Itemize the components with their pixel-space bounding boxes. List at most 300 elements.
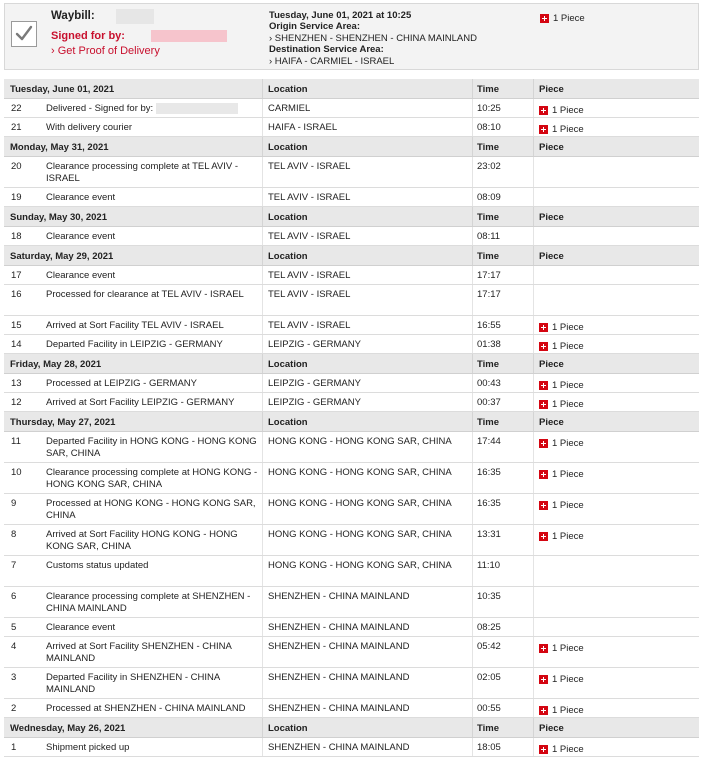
event-location: HONG KONG - HONG KONG SAR, CHINA <box>268 467 452 478</box>
column-divider <box>262 412 263 431</box>
column-divider <box>533 412 534 431</box>
column-divider <box>533 79 534 98</box>
plus-icon[interactable] <box>539 501 548 510</box>
event-location: SHENZHEN - CHINA MAINLAND <box>268 591 410 602</box>
column-divider <box>262 207 263 226</box>
column-divider <box>262 699 263 717</box>
event-piece[interactable] <box>539 341 584 353</box>
event-row <box>4 266 699 285</box>
event-piece-label: 1 Piece <box>552 105 584 116</box>
column-divider <box>472 266 473 284</box>
event-number: 16 <box>11 289 22 300</box>
plus-icon[interactable] <box>539 342 548 351</box>
delivered-checkbox <box>11 21 37 47</box>
event-location: HONG KONG - HONG KONG SAR, CHINA <box>268 436 452 447</box>
day-header-row <box>4 137 699 157</box>
column-divider <box>533 354 534 373</box>
day-header-row <box>4 246 699 266</box>
event-number: 6 <box>11 591 17 602</box>
event-row <box>4 316 699 335</box>
waybill-redacted <box>116 9 154 24</box>
proof-of-delivery-link[interactable]: › Get Proof of Delivery <box>51 45 160 57</box>
column-divider <box>262 637 263 667</box>
column-divider <box>472 246 473 265</box>
event-row <box>4 525 699 556</box>
event-piece[interactable] <box>539 744 584 756</box>
event-row <box>4 374 699 393</box>
signer-redacted <box>151 30 227 42</box>
event-description <box>46 122 262 134</box>
piece-column-header: Piece <box>539 142 564 153</box>
event-row <box>4 393 699 412</box>
event-row <box>4 285 699 316</box>
column-divider <box>262 266 263 284</box>
event-row <box>4 587 699 618</box>
event-description-text: Arrived at Sort Facility TEL AVIV - ISRAEL <box>46 320 224 331</box>
event-number: 13 <box>11 378 22 389</box>
event-piece-label: 1 Piece <box>552 500 584 511</box>
event-description <box>46 742 262 754</box>
event-piece[interactable] <box>539 674 584 686</box>
event-description <box>46 320 262 332</box>
column-divider <box>472 718 473 737</box>
event-description-text: Processed at LEIPZIG - GERMANY <box>46 378 197 389</box>
column-divider <box>472 374 473 392</box>
column-divider <box>262 118 263 136</box>
event-location: TEL AVIV - ISRAEL <box>268 289 351 300</box>
column-divider <box>262 157 263 187</box>
event-description-text: Arrived at Sort Facility LEIPZIG - GERMANY <box>46 397 235 408</box>
shipment-summary <box>4 3 699 70</box>
column-divider <box>533 463 534 493</box>
destination-value: › HAIFA - CARMIEL - ISRAEL <box>269 55 395 67</box>
column-divider <box>533 393 534 411</box>
event-time: 11:10 <box>477 560 501 571</box>
event-row <box>4 494 699 525</box>
event-description-text: Departed Facility in SHENZHEN - CHINA MAINLAND <box>46 672 220 695</box>
event-piece-label: 1 Piece <box>552 380 584 391</box>
event-row <box>4 738 699 757</box>
event-time: 17:17 <box>477 270 501 281</box>
event-piece-label: 1 Piece <box>552 531 584 542</box>
column-divider <box>472 137 473 156</box>
column-divider <box>262 525 263 555</box>
event-location: LEIPZIG - GERMANY <box>268 339 361 350</box>
column-divider <box>533 266 534 284</box>
plus-icon[interactable] <box>539 532 548 541</box>
event-time: 13:31 <box>477 529 501 540</box>
column-divider <box>533 699 534 717</box>
column-divider <box>472 335 473 353</box>
column-divider <box>262 738 263 756</box>
event-time: 16:35 <box>477 498 501 509</box>
event-description-text: Clearance event <box>46 231 116 242</box>
plus-icon[interactable] <box>539 106 548 115</box>
day-header-row <box>4 718 699 738</box>
column-divider <box>262 718 263 737</box>
column-divider <box>472 79 473 98</box>
event-description-text: Processed at SHENZHEN - CHINA MAINLAND <box>46 703 246 714</box>
event-piece[interactable] <box>539 531 584 543</box>
origin-label: Origin Service Area: <box>269 21 360 33</box>
event-row <box>4 618 699 637</box>
plus-icon[interactable] <box>540 14 549 23</box>
time-column-header: Time <box>477 212 500 223</box>
event-time: 10:35 <box>477 591 501 602</box>
day-header-row <box>4 79 699 99</box>
event-description-text: Clearance event <box>46 622 116 633</box>
event-piece-label: 1 Piece <box>552 341 584 352</box>
location-column-header: Location <box>268 212 308 223</box>
day-date: Sunday, May 30, 2021 <box>10 212 107 223</box>
column-divider <box>533 668 534 698</box>
piece-column-header: Piece <box>539 251 564 262</box>
event-location: LEIPZIG - GERMANY <box>268 378 361 389</box>
column-divider <box>472 118 473 136</box>
time-column-header: Time <box>477 417 500 428</box>
column-divider <box>472 668 473 698</box>
event-time: 17:44 <box>477 436 501 447</box>
event-number: 9 <box>11 498 17 509</box>
event-description-text: Arrived at Sort Facility SHENZHEN - CHINA MAINLAND <box>46 641 232 664</box>
event-row <box>4 668 699 699</box>
time-column-header: Time <box>477 84 500 95</box>
location-column-header: Location <box>268 723 308 734</box>
event-description-text: Departed Facility in LEIPZIG - GERMANY <box>46 339 223 350</box>
column-divider <box>262 246 263 265</box>
event-number: 12 <box>11 397 22 408</box>
event-location: HONG KONG - HONG KONG SAR, CHINA <box>268 498 452 509</box>
shipment-info <box>269 10 477 67</box>
column-divider <box>262 463 263 493</box>
event-row <box>4 157 699 188</box>
event-number: 14 <box>11 339 22 350</box>
time-column-header: Time <box>477 723 500 734</box>
event-description <box>46 378 262 390</box>
event-location: HONG KONG - HONG KONG SAR, CHINA <box>268 529 452 540</box>
column-divider <box>533 525 534 555</box>
column-divider <box>472 432 473 462</box>
event-description <box>46 270 262 282</box>
location-column-header: Location <box>268 251 308 262</box>
event-piece[interactable] <box>539 500 584 512</box>
event-time: 16:55 <box>477 320 501 331</box>
column-divider <box>533 227 534 245</box>
event-time: 02:05 <box>477 672 501 683</box>
column-divider <box>262 587 263 617</box>
event-location: CARMIEL <box>268 103 311 114</box>
event-description <box>46 231 262 243</box>
destination-label: Destination Service Area: <box>269 44 384 56</box>
column-divider <box>472 494 473 524</box>
event-description-text: Shipment picked up <box>46 742 130 753</box>
event-description <box>46 103 262 115</box>
event-description <box>46 289 262 301</box>
piece-column-header: Piece <box>539 212 564 223</box>
column-divider <box>472 188 473 206</box>
signer-redacted <box>156 103 238 114</box>
day-date: Saturday, May 29, 2021 <box>10 251 114 262</box>
event-number: 4 <box>11 641 17 652</box>
summary-piece-label: 1 Piece <box>553 13 585 24</box>
day-header-row <box>4 412 699 432</box>
event-description-text: Arrived at Sort Facility HONG KONG - HONG KONG SAR, CHINA <box>46 529 238 552</box>
column-divider <box>262 99 263 117</box>
event-number: 19 <box>11 192 22 203</box>
day-header-row <box>4 207 699 227</box>
event-time: 08:09 <box>477 192 501 203</box>
event-description-text: Processed for clearance at TEL AVIV - ISRAEL <box>46 289 244 300</box>
event-description <box>46 436 262 459</box>
plus-icon[interactable] <box>539 439 548 448</box>
event-location: LEIPZIG - GERMANY <box>268 397 361 408</box>
column-divider <box>533 246 534 265</box>
event-time: 00:55 <box>477 703 501 714</box>
event-description-text: Customs status updated <box>46 560 149 571</box>
event-number: 17 <box>11 270 22 281</box>
column-divider <box>262 354 263 373</box>
column-divider <box>533 738 534 756</box>
event-location: SHENZHEN - CHINA MAINLAND <box>268 742 410 753</box>
event-number: 3 <box>11 672 17 683</box>
event-number: 5 <box>11 622 17 633</box>
event-description-text: Clearance processing complete at SHENZHEN - CHINA MAINLAND <box>46 591 251 614</box>
column-divider <box>533 188 534 206</box>
event-piece[interactable] <box>539 105 584 117</box>
event-number: 18 <box>11 231 22 242</box>
column-divider <box>262 285 263 315</box>
plus-icon[interactable] <box>539 470 548 479</box>
event-piece-label: 1 Piece <box>552 399 584 410</box>
column-divider <box>533 207 534 226</box>
delivery-datetime: Tuesday, June 01, 2021 at 10:25 <box>269 10 412 21</box>
event-location: HONG KONG - HONG KONG SAR, CHINA <box>268 560 452 571</box>
event-description <box>46 397 262 409</box>
column-divider <box>262 668 263 698</box>
column-divider <box>533 137 534 156</box>
event-location: SHENZHEN - CHINA MAINLAND <box>268 641 410 652</box>
plus-icon[interactable] <box>539 706 548 715</box>
column-divider <box>262 556 263 586</box>
event-number: 2 <box>11 703 17 714</box>
plus-icon[interactable] <box>539 745 548 754</box>
event-row <box>4 637 699 668</box>
location-column-header: Location <box>268 84 308 95</box>
event-description-text: Departed Facility in HONG KONG - HONG KONG SAR, CHINA <box>46 436 257 459</box>
event-time: 00:43 <box>477 378 501 389</box>
waybill-label: Waybill: <box>51 10 95 22</box>
column-divider <box>472 738 473 756</box>
column-divider <box>472 556 473 586</box>
plus-icon[interactable] <box>539 323 548 332</box>
event-description <box>46 672 262 695</box>
event-time: 08:11 <box>477 231 501 242</box>
event-time: 01:38 <box>477 339 501 350</box>
plus-icon[interactable] <box>539 644 548 653</box>
event-piece[interactable] <box>539 399 584 411</box>
event-description <box>46 192 262 204</box>
origin-value: › SHENZHEN - SHENZHEN - CHINA MAINLAND <box>269 32 477 44</box>
event-location: TEL AVIV - ISRAEL <box>268 270 351 281</box>
column-divider <box>533 494 534 524</box>
event-description <box>46 498 262 521</box>
event-description <box>46 703 262 715</box>
summary-piece[interactable] <box>540 13 585 24</box>
column-divider <box>533 637 534 667</box>
column-divider <box>533 157 534 187</box>
column-divider <box>472 316 473 334</box>
column-divider <box>533 118 534 136</box>
piece-column-header: Piece <box>539 359 564 370</box>
day-date: Tuesday, June 01, 2021 <box>10 84 115 95</box>
location-column-header: Location <box>268 142 308 153</box>
event-number: 8 <box>11 529 17 540</box>
event-row <box>4 227 699 246</box>
column-divider <box>472 699 473 717</box>
column-divider <box>533 316 534 334</box>
plus-icon[interactable] <box>539 125 548 134</box>
column-divider <box>262 374 263 392</box>
column-divider <box>262 494 263 524</box>
day-date: Wednesday, May 26, 2021 <box>10 723 126 734</box>
event-piece-label: 1 Piece <box>552 705 584 716</box>
event-time: 08:25 <box>477 622 501 633</box>
event-row <box>4 463 699 494</box>
column-divider <box>262 188 263 206</box>
event-description <box>46 641 262 664</box>
event-description <box>46 622 262 634</box>
time-column-header: Time <box>477 359 500 370</box>
column-divider <box>533 556 534 586</box>
piece-column-header: Piece <box>539 417 564 428</box>
column-divider <box>472 207 473 226</box>
column-divider <box>533 285 534 315</box>
time-column-header: Time <box>477 251 500 262</box>
plus-icon[interactable] <box>539 381 548 390</box>
event-time: 23:02 <box>477 161 501 172</box>
column-divider <box>262 137 263 156</box>
event-time: 18:05 <box>477 742 501 753</box>
event-location: SHENZHEN - CHINA MAINLAND <box>268 622 410 633</box>
day-header-row <box>4 354 699 374</box>
event-number: 15 <box>11 320 22 331</box>
plus-icon[interactable] <box>539 400 548 409</box>
event-piece-label: 1 Piece <box>552 469 584 480</box>
event-time: 00:37 <box>477 397 501 408</box>
event-description <box>46 161 262 184</box>
checkmark-icon <box>14 24 34 44</box>
event-location: TEL AVIV - ISRAEL <box>268 320 351 331</box>
column-divider <box>533 432 534 462</box>
event-piece[interactable] <box>539 705 584 717</box>
day-date: Thursday, May 27, 2021 <box>10 417 116 428</box>
piece-column-header: Piece <box>539 84 564 95</box>
column-divider <box>533 374 534 392</box>
column-divider <box>262 316 263 334</box>
event-piece[interactable] <box>539 380 584 392</box>
event-number: 21 <box>11 122 22 133</box>
event-location: TEL AVIV - ISRAEL <box>268 231 351 242</box>
column-divider <box>472 412 473 431</box>
column-divider <box>533 335 534 353</box>
event-piece[interactable] <box>539 124 584 136</box>
column-divider <box>472 637 473 667</box>
event-piece-label: 1 Piece <box>552 643 584 654</box>
event-location: TEL AVIV - ISRAEL <box>268 192 351 203</box>
event-time: 10:25 <box>477 103 501 114</box>
event-time: 16:35 <box>477 467 501 478</box>
signed-for-label: Signed for by: <box>51 30 125 42</box>
column-divider <box>472 157 473 187</box>
event-number: 11 <box>11 436 21 447</box>
event-piece-label: 1 Piece <box>552 124 584 135</box>
location-column-header: Location <box>268 417 308 428</box>
time-column-header: Time <box>477 142 500 153</box>
column-divider <box>533 718 534 737</box>
event-description <box>46 591 262 614</box>
column-divider <box>262 79 263 98</box>
column-divider <box>262 393 263 411</box>
event-description-text: With delivery courier <box>46 122 133 133</box>
event-row <box>4 188 699 207</box>
event-row <box>4 699 699 718</box>
column-divider <box>472 285 473 315</box>
event-piece-label: 1 Piece <box>552 322 584 333</box>
column-divider <box>533 587 534 617</box>
event-description-text: Clearance processing complete at HONG KONG - HONG KONG SAR, CHINA <box>46 467 258 490</box>
plus-icon[interactable] <box>539 675 548 684</box>
column-divider <box>472 393 473 411</box>
event-number: 10 <box>11 467 22 478</box>
event-piece[interactable] <box>539 322 584 334</box>
event-row <box>4 335 699 354</box>
column-divider <box>472 618 473 636</box>
event-time: 08:10 <box>477 122 501 133</box>
event-piece[interactable] <box>539 438 584 450</box>
event-row <box>4 118 699 137</box>
column-divider <box>472 587 473 617</box>
event-row <box>4 99 699 118</box>
event-number: 22 <box>11 103 22 114</box>
event-description-text: Processed at HONG KONG - HONG KONG SAR, CHINA <box>46 498 256 521</box>
event-description-text: Delivered - Signed for by: <box>46 103 154 115</box>
event-description <box>46 467 262 490</box>
column-divider <box>472 463 473 493</box>
event-description-text: Clearance event <box>46 192 116 203</box>
event-number: 7 <box>11 560 17 571</box>
event-description-text: Clearance processing complete at TEL AVIV - ISRAEL <box>46 161 239 184</box>
event-description-text: Clearance event <box>46 270 116 281</box>
event-description <box>46 529 262 552</box>
event-description <box>46 560 262 572</box>
event-piece[interactable] <box>539 469 584 481</box>
event-piece-label: 1 Piece <box>552 438 584 449</box>
event-number: 20 <box>11 161 22 172</box>
event-time: 05:42 <box>477 641 501 652</box>
event-piece[interactable] <box>539 643 584 655</box>
column-divider <box>472 525 473 555</box>
column-divider <box>262 432 263 462</box>
piece-column-header: Piece <box>539 723 564 734</box>
column-divider <box>472 354 473 373</box>
event-location: HAIFA - ISRAEL <box>268 122 338 133</box>
column-divider <box>262 227 263 245</box>
event-piece-label: 1 Piece <box>552 674 584 685</box>
column-divider <box>533 618 534 636</box>
event-location: SHENZHEN - CHINA MAINLAND <box>268 703 410 714</box>
column-divider <box>472 227 473 245</box>
event-row <box>4 432 699 463</box>
